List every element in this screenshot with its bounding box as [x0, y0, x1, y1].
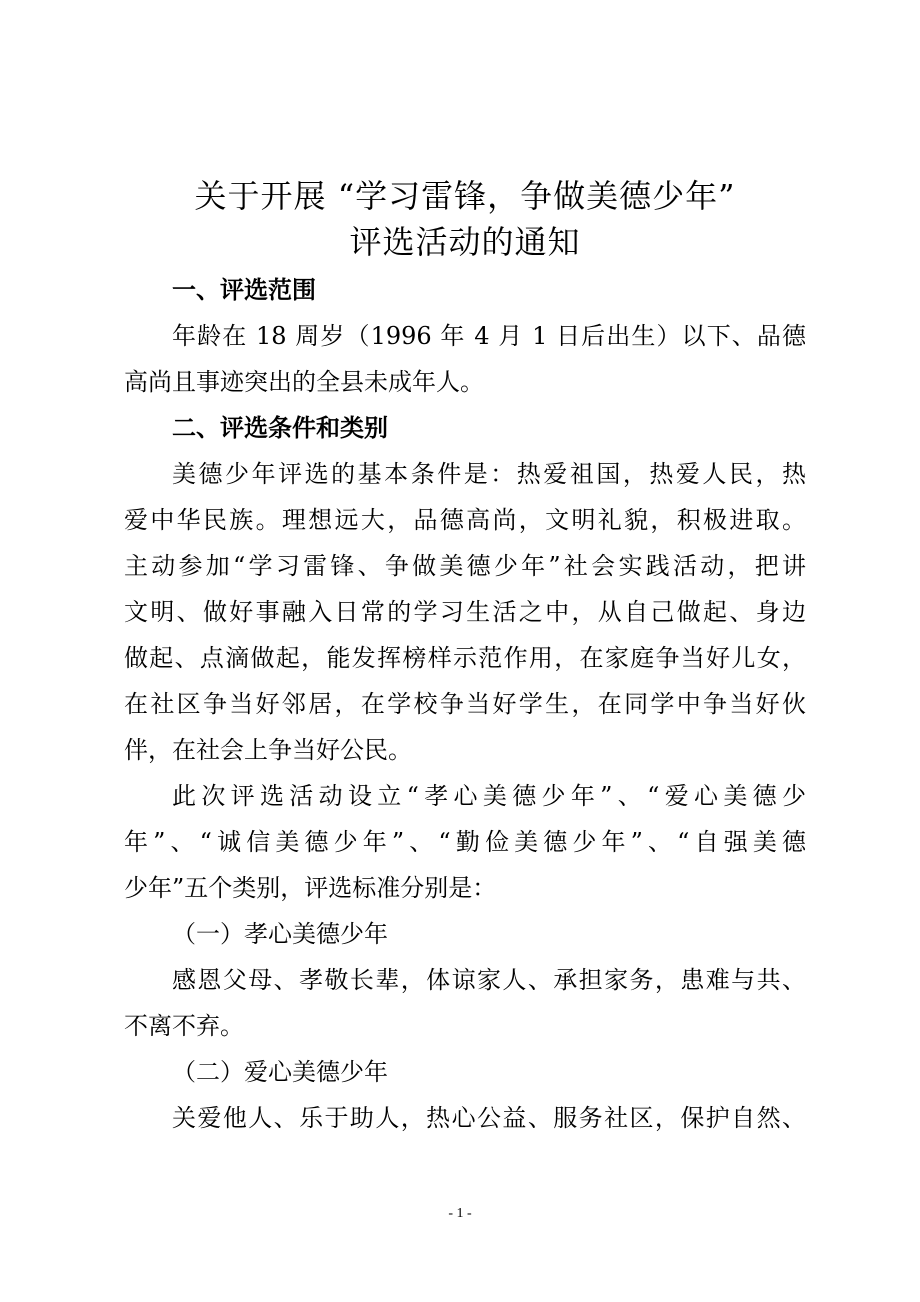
title-line-1: 关于开展 “学习雷锋，争做美德少年” [194, 177, 736, 215]
paragraph-line: 爱中华民族。理想远大，品德高尚，文明礼貌，积极进取。 [124, 506, 806, 534]
paragraph-line: 在社区争当好邻居，在学校争当好学生，在同学中争当好伙 [124, 690, 806, 718]
paragraph-line: 主动参加“学习雷锋、争做美德少年”社会实践活动，把讲 [124, 552, 806, 580]
paragraph-line: 年”、“诚信美德少年”、“勤俭美德少年”、“自强美德 [124, 828, 806, 856]
paragraph-line: 此次评选活动设立“孝心美德少年”、“爱心美德少 [172, 782, 806, 810]
section-heading-scope: 一、评选范围 [172, 276, 316, 304]
paragraph-line: 年龄在 18 周岁（1996 年 4 月 1 日后出生）以下、品德 [172, 322, 806, 350]
paragraph-line: 美德少年评选的基本条件是：热爱祖国，热爱人民，热 [172, 460, 806, 488]
paragraph-line: 感恩父母、孝敬长辈，体谅家人、承担家务，患难与共、 [172, 966, 806, 994]
subheading-caring: （二）爱心美德少年 [172, 1058, 388, 1086]
subheading-filial: （一）孝心美德少年 [172, 920, 388, 948]
page-number: - 1 - [448, 1206, 472, 1221]
paragraph-line: 少年”五个类别，评选标准分别是： [124, 874, 497, 902]
paragraph-line: 文明、做好事融入日常的学习生活之中，从自己做起、身边 [124, 598, 806, 626]
paragraph-line: 做起、点滴做起，能发挥榜样示范作用，在家庭争当好儿女， [124, 644, 806, 672]
paragraph-line: 不离不弃。 [124, 1012, 244, 1040]
paragraph-line: 关爱他人、乐于助人，热心公益、服务社区，保护自然、 [172, 1104, 806, 1132]
section-heading-conditions: 二、评选条件和类别 [172, 414, 388, 442]
paragraph-line: 高尚且事迹突出的全县未成年人。 [124, 368, 484, 396]
title-line-2: 评选活动的通知 [349, 223, 581, 261]
paragraph-line: 伴，在社会上争当好公民。 [124, 736, 412, 764]
